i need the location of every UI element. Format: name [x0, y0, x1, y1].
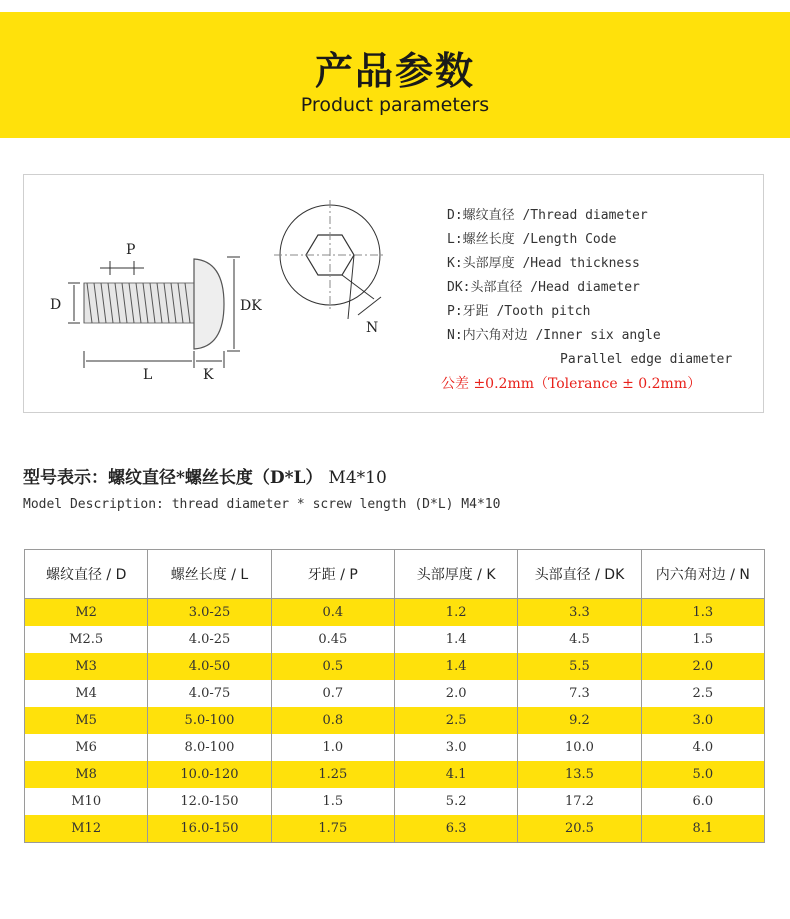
table-cell: 10.0-120	[148, 761, 271, 788]
table-cell: 4.0-50	[148, 653, 271, 680]
header-length: 螺丝长度 / L	[148, 550, 271, 599]
table-cell: 8.1	[641, 815, 764, 843]
table-cell: 1.25	[271, 761, 394, 788]
table-cell: 2.0	[394, 680, 517, 707]
table-cell: 5.2	[394, 788, 517, 815]
tolerance-note: 公差 ±0.2mm（Tolerance ± 0.2mm）	[441, 376, 702, 392]
table-row	[25, 788, 765, 815]
dimension-legend	[441, 204, 733, 396]
table-cell: 0.5	[271, 653, 394, 680]
table-cell: 5.0-100	[148, 707, 271, 734]
table-cell: M3	[25, 653, 148, 680]
legend-item-k: K:头部厚度 /Head thickness	[447, 256, 640, 271]
table-row	[25, 734, 765, 761]
table-cell: M2.5	[25, 626, 148, 653]
table-cell: 1.5	[641, 626, 764, 653]
table-cell: 2.5	[394, 707, 517, 734]
table-cell: 3.3	[518, 599, 641, 627]
header-thread-diameter: 螺纹直径 / D	[25, 550, 148, 599]
label-d: D	[50, 297, 62, 313]
page-title: 产品参数	[314, 49, 475, 93]
label-n: N	[366, 320, 379, 336]
screw-diagram-panel	[23, 174, 764, 413]
model-designation	[23, 463, 387, 488]
table-cell: 4.5	[518, 626, 641, 653]
legend-item-l: L:螺丝长度 /Length Code	[447, 232, 617, 247]
table-cell: 1.75	[271, 815, 394, 843]
table-cell: 2.5	[641, 680, 764, 707]
table-cell: 20.5	[518, 815, 641, 843]
table-cell: 1.4	[394, 626, 517, 653]
legend-item-p: P:牙距 /Tooth pitch	[447, 304, 591, 319]
legend-item-d: D:螺纹直径 /Thread diameter	[447, 208, 648, 223]
table-cell: 4.0-75	[148, 680, 271, 707]
table-cell: M10	[25, 788, 148, 815]
label-k: K	[203, 367, 214, 383]
table-cell: 1.3	[641, 599, 764, 627]
head-top-view	[274, 200, 386, 319]
parameters-table	[24, 549, 765, 843]
table-cell: 6.0	[641, 788, 764, 815]
table-cell: M5	[25, 707, 148, 734]
table-cell: M12	[25, 815, 148, 843]
table-cell: 12.0-150	[148, 788, 271, 815]
table-cell: 1.4	[394, 653, 517, 680]
table-cell: 13.5	[518, 761, 641, 788]
table-cell: 7.3	[518, 680, 641, 707]
page-subtitle: Product parameters	[300, 94, 490, 116]
table-cell: M6	[25, 734, 148, 761]
table-cell: 2.0	[641, 653, 764, 680]
legend-item-n: N:内六角对边 /Inner six angle	[447, 328, 661, 343]
header-head-thickness: 头部厚度 / K	[394, 550, 517, 599]
table-row	[25, 761, 765, 788]
table-cell: 4.0-25	[148, 626, 271, 653]
table-cell: 1.0	[271, 734, 394, 761]
model-value: M4*10	[328, 468, 387, 488]
table-cell: 1.5	[271, 788, 394, 815]
model-label: 型号表示：螺纹直径*螺丝长度（D*L）	[23, 468, 323, 488]
table-header-row	[25, 550, 765, 599]
table-row	[25, 653, 765, 680]
table-row	[25, 599, 765, 627]
screw-shank	[84, 283, 194, 323]
table-cell: 5.0	[641, 761, 764, 788]
table-cell: 3.0	[394, 734, 517, 761]
table-cell: M8	[25, 761, 148, 788]
table-cell: M2	[25, 599, 148, 627]
label-p: P	[126, 242, 136, 258]
table-cell: 3.0-25	[148, 599, 271, 627]
legend-item-dk: DK:头部直径 /Head diameter	[447, 280, 640, 295]
table-cell: 0.45	[271, 626, 394, 653]
model-description: Model Description: thread diameter * screw length (D*L) M4*10	[23, 497, 501, 512]
table-cell: 1.2	[394, 599, 517, 627]
table-cell: 8.0-100	[148, 734, 271, 761]
table-cell: 6.3	[394, 815, 517, 843]
table-cell: 3.0	[641, 707, 764, 734]
header-banner	[0, 12, 790, 138]
table-cell: 4.1	[394, 761, 517, 788]
header-hex-size: 内六角对边 / N	[641, 550, 764, 599]
table-row	[25, 815, 765, 843]
legend-item-n-cont: Parallel edge diameter	[560, 352, 733, 367]
table-cell: 16.0-150	[148, 815, 271, 843]
table-cell: 0.4	[271, 599, 394, 627]
table-cell: 0.8	[271, 707, 394, 734]
label-dk: DK	[240, 298, 262, 314]
table-cell: 17.2	[518, 788, 641, 815]
table-cell: 4.0	[641, 734, 764, 761]
table-cell: 9.2	[518, 707, 641, 734]
header-pitch: 牙距 / P	[271, 550, 394, 599]
label-l: L	[143, 367, 153, 383]
header-head-diameter: 头部直径 / DK	[518, 550, 641, 599]
table-cell: 5.5	[518, 653, 641, 680]
table-cell: 10.0	[518, 734, 641, 761]
table-row	[25, 707, 765, 734]
table-row	[25, 626, 765, 653]
screw-head	[194, 259, 224, 349]
table-cell: 0.7	[271, 680, 394, 707]
table-cell: M4	[25, 680, 148, 707]
table-row	[25, 680, 765, 707]
